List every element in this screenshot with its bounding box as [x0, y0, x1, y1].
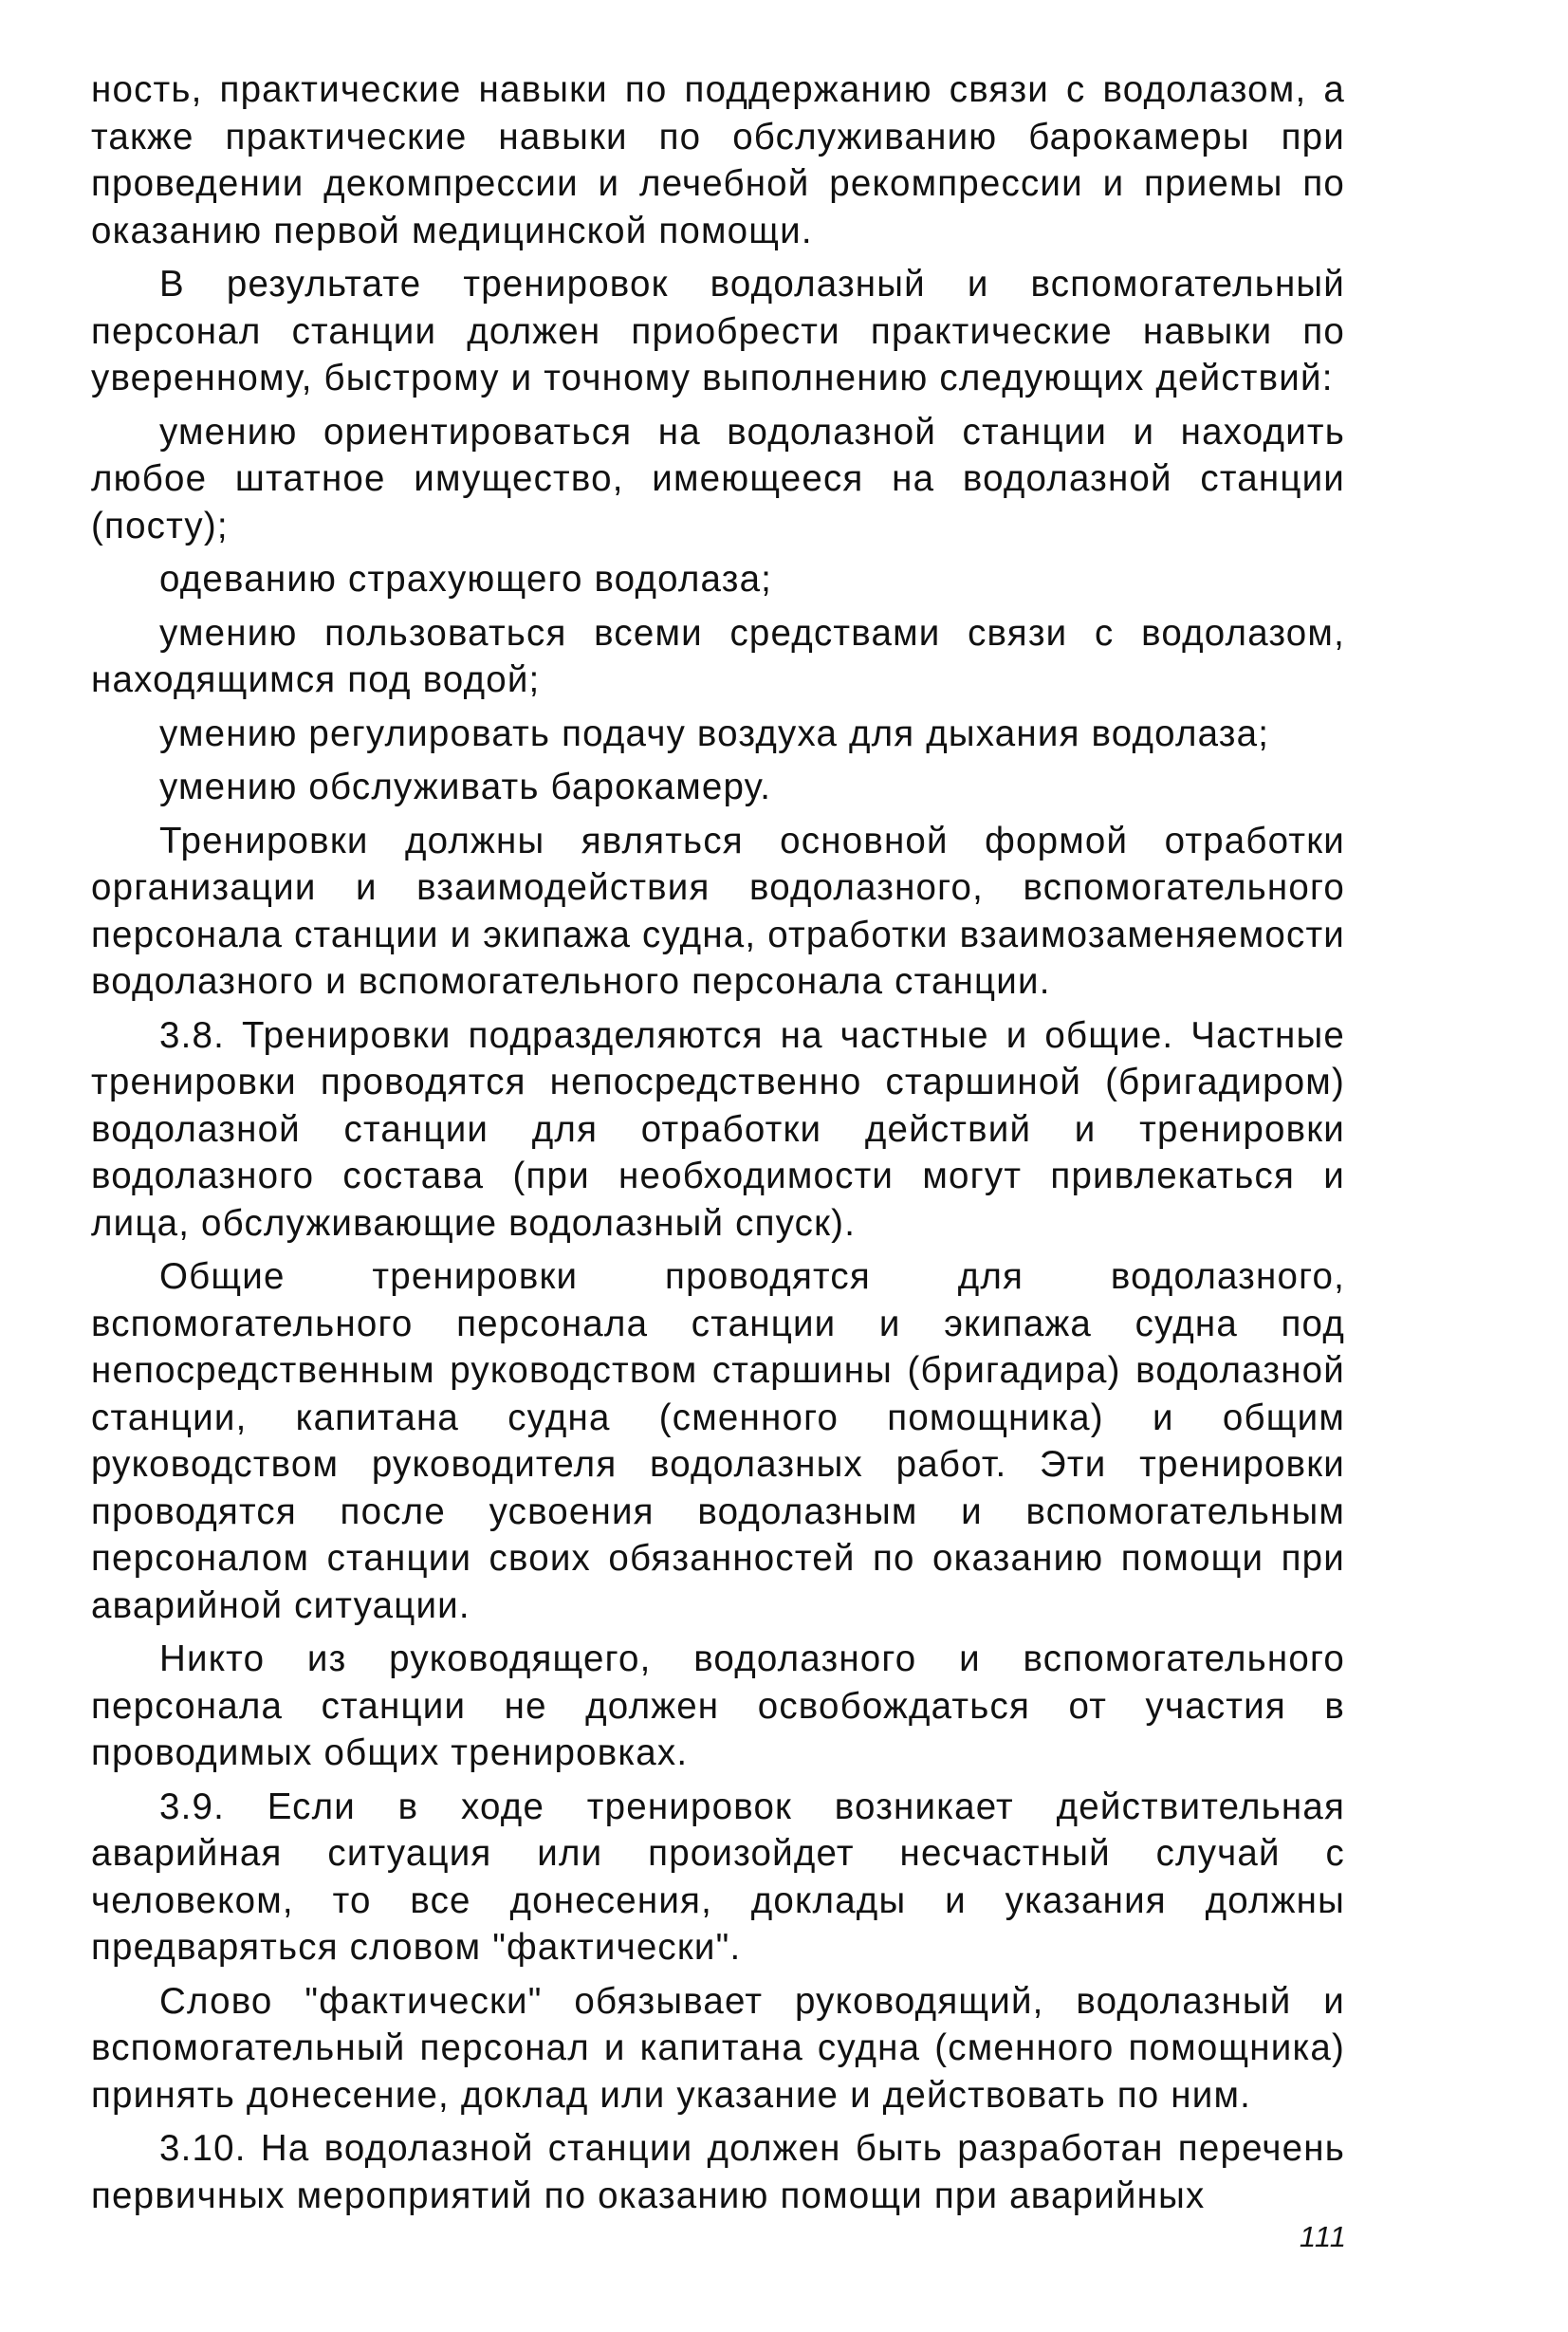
list-item-air-supply: умению регулировать подачу воздуха для дыхания водолаза;	[159, 713, 1270, 754]
list-item-orientation: умению ориентироваться на водолазной станции и находить любое штатное имущество, имеющееся на водолазной станции (посту);	[91, 411, 1345, 546]
paragraph-training-form: Тренировки должны являться основной формой отработки организации и взаимодействия водолазного, вспомогательного персонала станции и экипажа судна, отработки взаимозаменяемости водолазного и вспомогательного персонала станции.	[91, 820, 1345, 1002]
paragraph-training-results: В результате тренировок водолазный и вспомогательный персонал станции должен приобрести практические навыки по уверенному, быстрому и точному выполнению следующих действий:	[91, 264, 1345, 398]
paragraph-general-training: Общие тренировки проводятся для водолазного, вспомогательного персонала станции и экипажа судна под непосредственным руководством старшины (бригадира) водолазной станции, капитана судна (сменного помощника) и общим руководством руководителя водолазных работ. Эти тренировки проводятся после усвоения водолазным и вспомогательным персоналом станции своих обязанностей по оказанию помощи при аварийной ситуации.	[91, 1256, 1345, 1626]
document-page	[91, 66, 1345, 2226]
page-number: 111	[1299, 2220, 1347, 2253]
section-3-8: 3.8. Тренировки подразделяются на частные и общие. Частные тренировки проводятся непосредственно старшиной (бригадиром) водолазной станции для отработки действий и тренировки водолазного состава (при необходимости могут привлекаться и лица, обслуживающие водолазный спуск).	[91, 1014, 1345, 1244]
section-3-9: 3.9. Если в ходе тренировок возникает действительная аварийная ситуация или произойдет несчастный случай с человеком, то все донесения, доклады и указания должны предваряться словом "фактически".	[91, 1786, 1345, 1968]
list-item-communication: умению пользоваться всеми средствами связи с водолазом, находящимся под водой;	[91, 612, 1345, 700]
section-3-10: 3.10. На водолазной станции должен быть разработан перечень первичных мероприятий по оказанию помощи при аварийных	[91, 2128, 1345, 2216]
list-item-chamber: умению обслуживать барокамеру.	[159, 767, 772, 807]
paragraph-continuation: ность, практические навыки по поддержанию связи с водолазом, а также практические навыки по обслуживанию барокамеры при проведении декомпрессии и лечебной рекомпрессии и приемы по оказанию первой медицинской помощи.	[91, 69, 1345, 251]
paragraph-no-exemption: Никто из руководящего, водолазного и вспомогательного персонала станции не должен освобождаться от участия в проводимых общих тренировках.	[91, 1638, 1345, 1773]
list-item-dressing: одеванию страхующего водолаза;	[159, 559, 773, 600]
paragraph-word-factually: Слово "фактически" обязывает руководящий, водолазный и вспомогательный персонал и капитана судна (сменного помощника) принять донесение, доклад или указание и действовать по ним.	[91, 1980, 1345, 2116]
